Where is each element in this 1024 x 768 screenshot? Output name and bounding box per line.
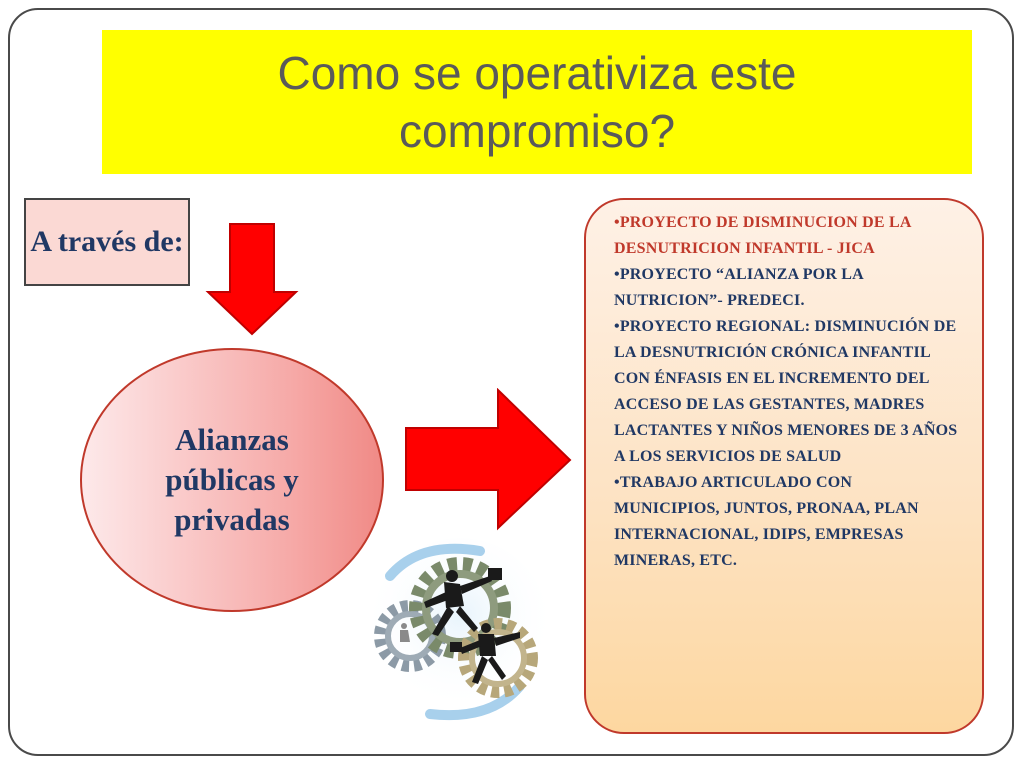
- list-item: • PROYECTO REGIONAL: DISMINUCIÓN DE LA DESNUTRICIÓN CRÓNICA INFANTIL CON ÉNFASIS EN EL INCREMENTO DEL ACCESO DE LAS GESTANTES, MADRES LACTANTES Y NIÑOS MENORES DE 3 AÑOS A LOS SERVICIOS DE SALUD: [614, 314, 962, 470]
- list-item: • TRABAJO ARTICULADO CON MUNICIPIOS, JUNTOS, PRONAA, PLAN INTERNACIONAL, IDIPS, EMPRESAS MINERAS, ETC.: [614, 470, 962, 574]
- gears-businessmen-icon: [360, 536, 550, 722]
- label-a-traves-de: A través de:: [24, 198, 190, 286]
- list-item: • PROYECTO “ALIANZA POR LA NUTRICION”- PREDECI.: [614, 262, 962, 314]
- slide-title: Como se operativiza este compromiso?: [277, 47, 797, 157]
- list-item: • PROYECTO DE DISMINUCION DE LA DESNUTRICION INFANTIL - JICA: [614, 210, 962, 262]
- projects-panel: [584, 198, 984, 734]
- ellipse-alianzas: [80, 348, 384, 612]
- ellipse-text: Alianzas públicas y privadas: [165, 422, 299, 537]
- arrow-down-icon: [204, 222, 300, 338]
- arrow-right-icon: [404, 388, 574, 532]
- title-banner: [102, 30, 972, 174]
- projects-list: [614, 210, 962, 574]
